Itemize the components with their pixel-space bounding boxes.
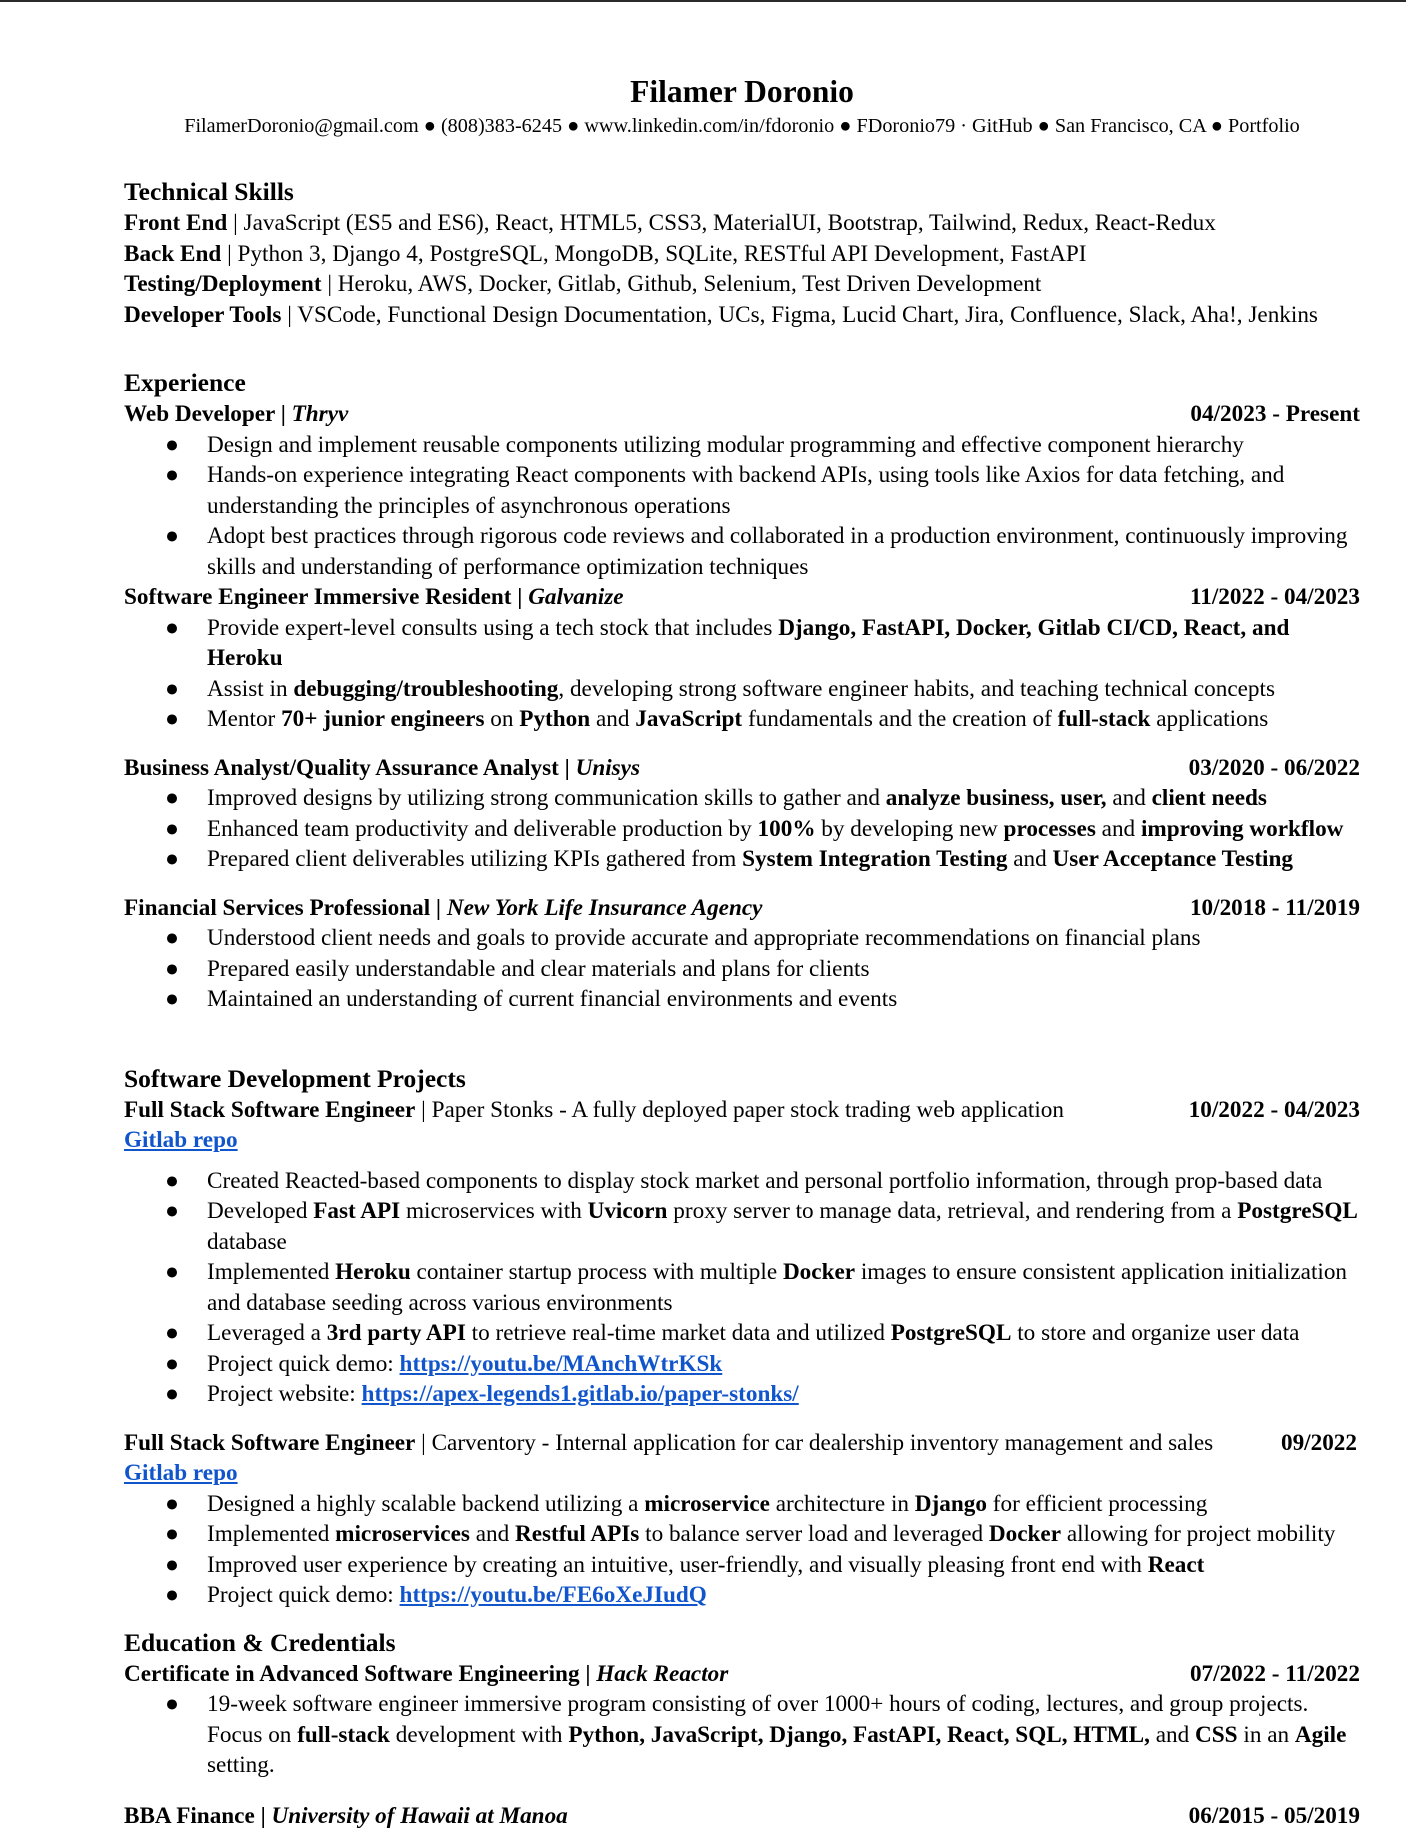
experience-heading: Experience [124,367,1360,399]
bullet-icon: ● [165,984,179,1015]
skills-heading: Technical Skills [124,176,1360,208]
job-bullets [124,430,1360,583]
bullet-item: ● Project quick demo: https://youtu.be/FE6oXeJIudQ [124,1580,1360,1611]
skills-list [124,208,1360,330]
skill-row [124,208,1360,239]
skill-label: Back End [124,241,221,267]
job-header [124,399,1360,430]
project-bullets [124,1489,1360,1611]
job-title: Financial Services Professional | New York Life Insurance Agency [124,893,762,924]
company-name: Thryv [292,401,349,427]
project-title: Full Stack Software Engineer | Paper Stonks - A fully deployed paper stock trading web application [124,1095,1064,1126]
job-title: Business Analyst/Quality Assurance Analyst | Unisys [124,753,640,784]
bullet-icon: ● [165,1257,179,1288]
website-link[interactable]: https://apex-legends1.gitlab.io/paper-stonks/ [362,1381,799,1407]
education-header [124,1801,1360,1831]
bullet-icon: ● [165,1580,179,1611]
bullet-icon: ● [165,704,179,735]
bullet-item: ● Implemented Heroku container startup process with multiple Docker images to ensure consistent application initialization and database seeding across various environments [124,1257,1360,1318]
bullet-icon: ● [165,814,179,845]
contact-line: FilamerDoronio@gmail.com ● (808)383-6245 ● www.linkedin.com/in/fdoronio ● FDoronio79 · GitHub ● San Francisco, CA ● Portfolio [124,113,1360,139]
bullet-icon: ● [165,1550,179,1581]
education-bullets [124,1689,1360,1781]
skill-label: Front End [124,210,227,236]
bullet-item: ● Mentor 70+ junior engineers on Python and JavaScript fundamentals and the creation of full-stack applications [124,704,1360,735]
job-header [124,893,1360,924]
bullet-icon: ● [165,844,179,875]
bullet-item: ● 19-week software engineer immersive program consisting of over 1000+ hours of coding, lectures, and group projects. Focus on full-stack development with Python, JavaScript, Django, FastAPI, React, SQL, HTML, and CSS in an Agile setting. [124,1689,1360,1781]
bullet-item: ● Improved designs by utilizing strong communication skills to gather and analyze business, user, and client needs [124,783,1360,814]
job-header [124,753,1360,784]
demo-link[interactable]: https://youtu.be/MAnchWtrKSk [400,1351,723,1377]
skill-text: | Python 3, Django 4, PostgreSQL, MongoDB, SQLite, RESTful API Development, FastAPI [221,241,1086,267]
bullet-item: ● Enhanced team productivity and deliverable production by 100% by developing new processes and improving workflow [124,814,1360,845]
education-dates: 07/2022 - 11/2022 [1190,1659,1360,1690]
bullet-icon: ● [165,1166,179,1197]
bullet-item: ● Understood client needs and goals to provide accurate and appropriate recommendations on financial plans [124,923,1360,954]
school-name: University of Hawaii at Manoa [271,1803,567,1829]
skill-text: | Heroku, AWS, Docker, Gitlab, Github, Selenium, Test Driven Development [322,271,1042,297]
bullet-icon: ● [165,954,179,985]
bullet-item: ● Implemented microservices and Restful APIs to balance server load and leveraged Docker allowing for project mobility [124,1519,1360,1550]
bullet-item: ● Created Reacted-based components to display stock market and personal portfolio information, through prop-based data [124,1166,1360,1197]
skill-label: Testing/Deployment [124,271,322,297]
company-name: New York Life Insurance Agency [447,895,763,921]
bullet-icon: ● [165,613,179,644]
bullet-item: ● Developed Fast API microservices with Uvicorn proxy server to manage data, retrieval, and rendering from a PostgreSQL database [124,1196,1360,1257]
bullet-icon: ● [165,430,179,461]
bullet-icon: ● [165,1349,179,1380]
bullet-item: ● Project website: https://apex-legends1.gitlab.io/paper-stonks/ [124,1379,1360,1410]
skill-label: Developer Tools [124,302,281,328]
skill-text: | VSCode, Functional Design Documentation, UCs, Figma, Lucid Chart, Jira, Confluence, Slack, Aha!, Jenkins [281,302,1318,328]
gitlab-repo-link[interactable]: Gitlab repo [124,1460,238,1486]
project-dates: 10/2022 - 04/2023 [1189,1095,1360,1126]
bullet-icon: ● [165,923,179,954]
bullet-item: ● Improved user experience by creating an intuitive, user-friendly, and visually pleasing front end with React [124,1550,1360,1581]
bullet-item: ● Hands-on experience integrating React components with backend APIs, using tools like Axios for data fetching, and understanding the principles of asynchronous operations [124,460,1360,521]
bullet-item: ● Project quick demo: https://youtu.be/MAnchWtrKSk [124,1349,1360,1380]
bullet-item: ● Prepared easily understandable and clear materials and plans for clients [124,954,1360,985]
bullet-item: ● Prepared client deliverables utilizing KPIs gathered from System Integration Testing and User Acceptance Testing [124,844,1360,875]
candidate-name: Filamer Doronio [124,72,1360,112]
job-dates: 03/2020 - 06/2022 [1189,753,1360,784]
bullet-item: ● Design and implement reusable components utilizing modular programming and effective component hierarchy [124,430,1360,461]
resume-page [124,72,1360,1831]
bullet-item: ● Provide expert-level consults using a tech stock that includes Django, FastAPI, Docker, Gitlab CI/CD, React, and Heroku [124,613,1360,674]
skill-row [124,300,1360,331]
job-title: Web Developer | Thryv [124,399,348,430]
demo-link[interactable]: https://youtu.be/FE6oXeJIudQ [400,1582,707,1608]
bullet-item: ● Assist in debugging/troubleshooting, developing strong software engineer habits, and teaching technical concepts [124,674,1360,705]
bullet-icon: ● [165,674,179,705]
bullet-icon: ● [165,460,179,491]
job-bullets [124,613,1360,735]
project-header [124,1095,1360,1126]
bullet-icon: ● [165,783,179,814]
bullet-item: ● Designed a highly scalable backend utilizing a microservice architecture in Django for efficient processing [124,1489,1360,1520]
bullet-icon: ● [165,1489,179,1520]
bullet-icon: ● [165,1379,179,1410]
job-dates: 10/2018 - 11/2019 [1190,893,1360,924]
bullet-item: ● Maintained an understanding of current financial environments and events [124,984,1360,1015]
bullet-icon: ● [165,1318,179,1349]
bullet-icon: ● [165,1196,179,1227]
project-title: Full Stack Software Engineer | Carventory - Internal application for car dealership inventory management and sales [124,1428,1213,1459]
skill-text: | JavaScript (ES5 and ES6), React, HTML5, CSS3, MaterialUI, Bootstrap, Tailwind, Redux, React-Redux [227,210,1216,236]
skill-row [124,269,1360,300]
education-title: BBA Finance | University of Hawaii at Manoa [124,1801,568,1831]
projects-heading: Software Development Projects [124,1063,1360,1095]
job-header [124,582,1360,613]
bullet-icon: ● [165,521,179,552]
gitlab-repo-link[interactable]: Gitlab repo [124,1127,238,1153]
bullet-item: ● Adopt best practices through rigorous code reviews and collaborated in a production environment, continuously improving skills and understanding of performance optimization techniques [124,521,1360,582]
repo-row [124,1125,1360,1156]
school-name: Hack Reactor [596,1661,728,1687]
bullet-icon: ● [165,1689,179,1720]
education-dates: 06/2015 - 05/2019 [1189,1801,1360,1831]
repo-row [124,1458,1360,1489]
education-title: Certificate in Advanced Software Engineering | Hack Reactor [124,1659,728,1690]
job-dates: 04/2023 - Present [1190,399,1360,430]
top-border [0,0,1406,2]
project-header [124,1428,1360,1459]
job-bullets [124,783,1360,875]
project-bullets [124,1166,1360,1410]
bullet-icon: ● [165,1519,179,1550]
job-dates: 11/2022 - 04/2023 [1190,582,1360,613]
education-heading: Education & Credentials [124,1627,1360,1659]
project-dates: 09/2022 [1281,1428,1357,1459]
education-header [124,1659,1360,1690]
company-name: Galvanize [528,584,623,610]
skill-row [124,239,1360,270]
bullet-item: ● Leveraged a 3rd party API to retrieve real-time market data and utilized PostgreSQL to store and organize user data [124,1318,1360,1349]
company-name: Unisys [576,755,640,781]
job-bullets [124,923,1360,1015]
job-title: Software Engineer Immersive Resident | Galvanize [124,582,624,613]
